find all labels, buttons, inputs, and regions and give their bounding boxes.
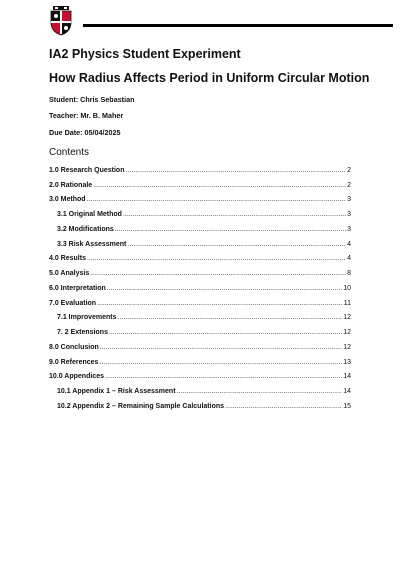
toc-entry[interactable]	[49, 175, 351, 190]
toc-entry-page: 8	[347, 270, 351, 277]
toc-entry-title: 1.0 Research Question	[49, 166, 125, 174]
toc-entry-title: 9.0 References	[49, 358, 99, 366]
document-subtitle: How Radius Affects Period in Uniform Circular Motion	[49, 71, 370, 85]
toc-entry[interactable]	[49, 337, 351, 352]
toc-entry-page: 14	[343, 388, 351, 395]
toc-entry[interactable]	[49, 293, 351, 308]
toc-entry[interactable]	[49, 367, 351, 382]
toc-leader-dots	[115, 226, 346, 234]
toc-leader-dots	[109, 329, 342, 337]
toc-entry-title: 3.2 Modifications	[57, 225, 114, 233]
toc-entry[interactable]	[49, 352, 351, 367]
toc-leader-dots	[99, 359, 342, 367]
toc-leader-dots	[127, 241, 346, 249]
toc-entry-page: 13	[343, 358, 351, 366]
toc-entry-title: 3.0 Method	[49, 196, 86, 204]
toc-leader-dots	[177, 388, 343, 396]
toc-entry-title: 10.1 Appendix 1 – Risk Assessment	[57, 388, 176, 395]
toc-leader-dots	[125, 167, 346, 175]
toc-entry[interactable]	[49, 190, 351, 205]
student-name: Student: Chris Sebastian	[49, 95, 135, 104]
toc-entry-title: 5.0 Analysis	[49, 270, 90, 277]
toc-entry[interactable]	[49, 308, 351, 323]
toc-leader-dots	[93, 182, 346, 190]
toc-leader-dots	[97, 300, 343, 308]
toc-entry-page: 12	[343, 343, 351, 351]
toc-entry[interactable]	[49, 322, 351, 337]
header-rule	[83, 24, 393, 27]
toc-entry[interactable]	[49, 249, 351, 264]
toc-leader-dots	[107, 285, 342, 293]
table-of-contents	[49, 160, 351, 411]
toc-entry-title: 7. 2 Extensions	[57, 329, 108, 336]
toc-entry-title: 10.0 Appendices	[49, 373, 104, 381]
toc-entry-title: 3.1 Original Method	[57, 211, 122, 218]
toc-leader-dots	[87, 196, 347, 204]
contents-heading: Contents	[49, 147, 90, 158]
toc-entry-title: 7.1 Improvements	[57, 314, 117, 322]
teacher-name: Teacher: Mr. B. Maher	[49, 111, 124, 120]
toc-entry-page: 12	[343, 314, 351, 322]
toc-leader-dots	[100, 344, 342, 352]
toc-entry[interactable]	[49, 219, 351, 234]
toc-entry[interactable]	[49, 278, 351, 293]
toc-leader-dots	[105, 373, 342, 381]
toc-leader-dots	[123, 211, 346, 219]
toc-entry[interactable]	[49, 204, 351, 219]
school-crest-logo	[49, 6, 73, 36]
toc-entry[interactable]	[49, 160, 351, 175]
toc-entry[interactable]	[49, 381, 351, 396]
toc-leader-dots	[225, 403, 342, 411]
toc-entry[interactable]	[49, 263, 351, 278]
toc-entry-page: 3	[347, 225, 351, 233]
toc-entry-title: 4.0 Results	[49, 255, 86, 263]
toc-entry-page: 4	[347, 255, 351, 263]
toc-entry-page: 15	[343, 402, 351, 410]
toc-entry-page: 14	[343, 373, 351, 381]
toc-leader-dots	[118, 314, 343, 322]
toc-entry-page: 2	[347, 181, 351, 189]
toc-entry-title: 7.0 Evaluation	[49, 299, 97, 307]
toc-entry-page: 3	[347, 196, 351, 204]
toc-entry-page: 10	[343, 284, 351, 292]
toc-entry-title: 6.0 Interpretation	[49, 284, 106, 292]
toc-entry-title: 10.2 Appendix 2 – Remaining Sample Calculations	[57, 402, 225, 410]
toc-leader-dots	[90, 270, 346, 278]
toc-leader-dots	[87, 255, 346, 263]
toc-entry-page: 3	[347, 211, 351, 218]
toc-entry[interactable]	[49, 396, 351, 411]
toc-entry-page: 12	[343, 329, 351, 336]
toc-entry-page: 2	[347, 166, 351, 174]
toc-entry-page: 11	[343, 299, 351, 307]
page-header	[49, 6, 349, 36]
document-title: IA2 Physics Student Experiment	[49, 47, 241, 61]
toc-entry-title: 3.3 Risk Assessment	[57, 240, 127, 248]
toc-entry[interactable]	[49, 234, 351, 249]
due-date: Due Date: 05/04/2025	[49, 128, 121, 137]
toc-entry-title: 8.0 Conclusion	[49, 343, 99, 351]
toc-entry-page: 4	[347, 240, 351, 248]
toc-entry-title: 2.0 Rationale	[49, 181, 93, 189]
